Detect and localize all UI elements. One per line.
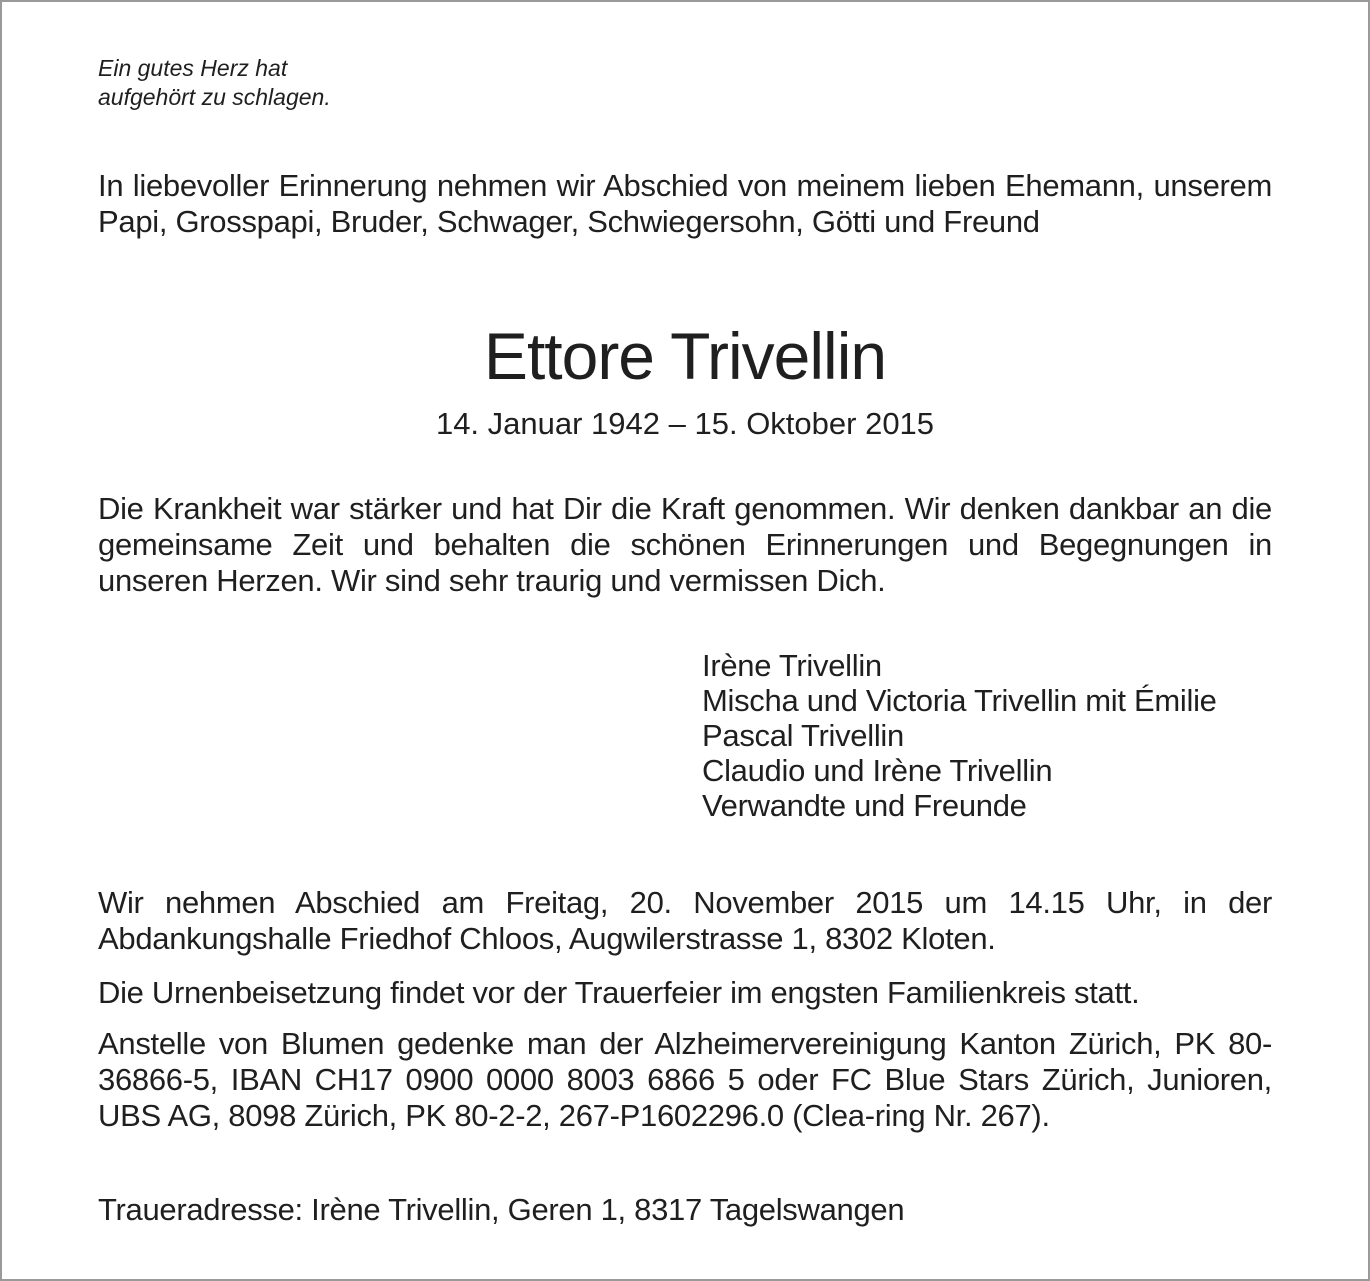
mourner-item: Pascal Trivellin	[702, 718, 904, 753]
mourner-item: Verwandte und Freunde	[702, 788, 1027, 823]
intro-text: In liebevoller Erinnerung nehmen wir Abschied von meinem lieben Ehemann, unserem Papi, Grosspapi, Bruder, Schwager, Schwiegersohn, Götti und Freund	[98, 168, 1272, 239]
mourner-item: Mischa und Victoria Trivellin mit Émilie	[702, 683, 1217, 718]
mourner-item: Irène Trivellin	[702, 648, 882, 683]
motto-line-2: aufgehört zu schlagen.	[98, 84, 331, 110]
tribute-text: Die Krankheit war stärker und hat Dir die Kraft genommen. Wir denken dankbar an die gemeinsame Zeit und behalten die schönen Erinnerungen und Begegnungen in unseren Herzen. Wir sind sehr traurig und vermissen Dich.	[98, 491, 1272, 598]
motto-line-1: Ein gutes Herz hat	[98, 55, 288, 81]
deceased-name: Ettore Trivellin	[483, 319, 887, 393]
donation-info: Anstelle von Blumen gedenke man der Alzheimervereinigung Kanton Zürich, PK 80-36866-5, IBAN CH17 0900 0000 8003 6866 5 oder FC Blue Stars Zürich, Junioren, UBS AG, 8098 Zürich, PK 80-2-2, 267-P1602296.0 (Clea-ring Nr. 267).	[98, 1026, 1272, 1133]
mourner-item: Claudio und Irène Trivellin	[702, 753, 1053, 788]
mourners-list	[702, 648, 1217, 823]
motto	[98, 54, 331, 112]
life-dates: 14. Januar 1942 – 15. Oktober 2015	[435, 406, 935, 441]
service-info: Wir nehmen Abschied am Freitag, 20. November 2015 um 14.15 Uhr, in der Abdankungshalle Friedhof Chloos, Augwilerstrasse 1, 8302 Kloten.	[98, 885, 1272, 956]
urn-info: Die Urnenbeisetzung findet vor der Trauerfeier im engsten Familienkreis statt.	[98, 975, 1140, 1010]
mourning-address: Traueradresse: Irène Trivellin, Geren 1, 8317 Tagelswangen	[98, 1192, 905, 1227]
